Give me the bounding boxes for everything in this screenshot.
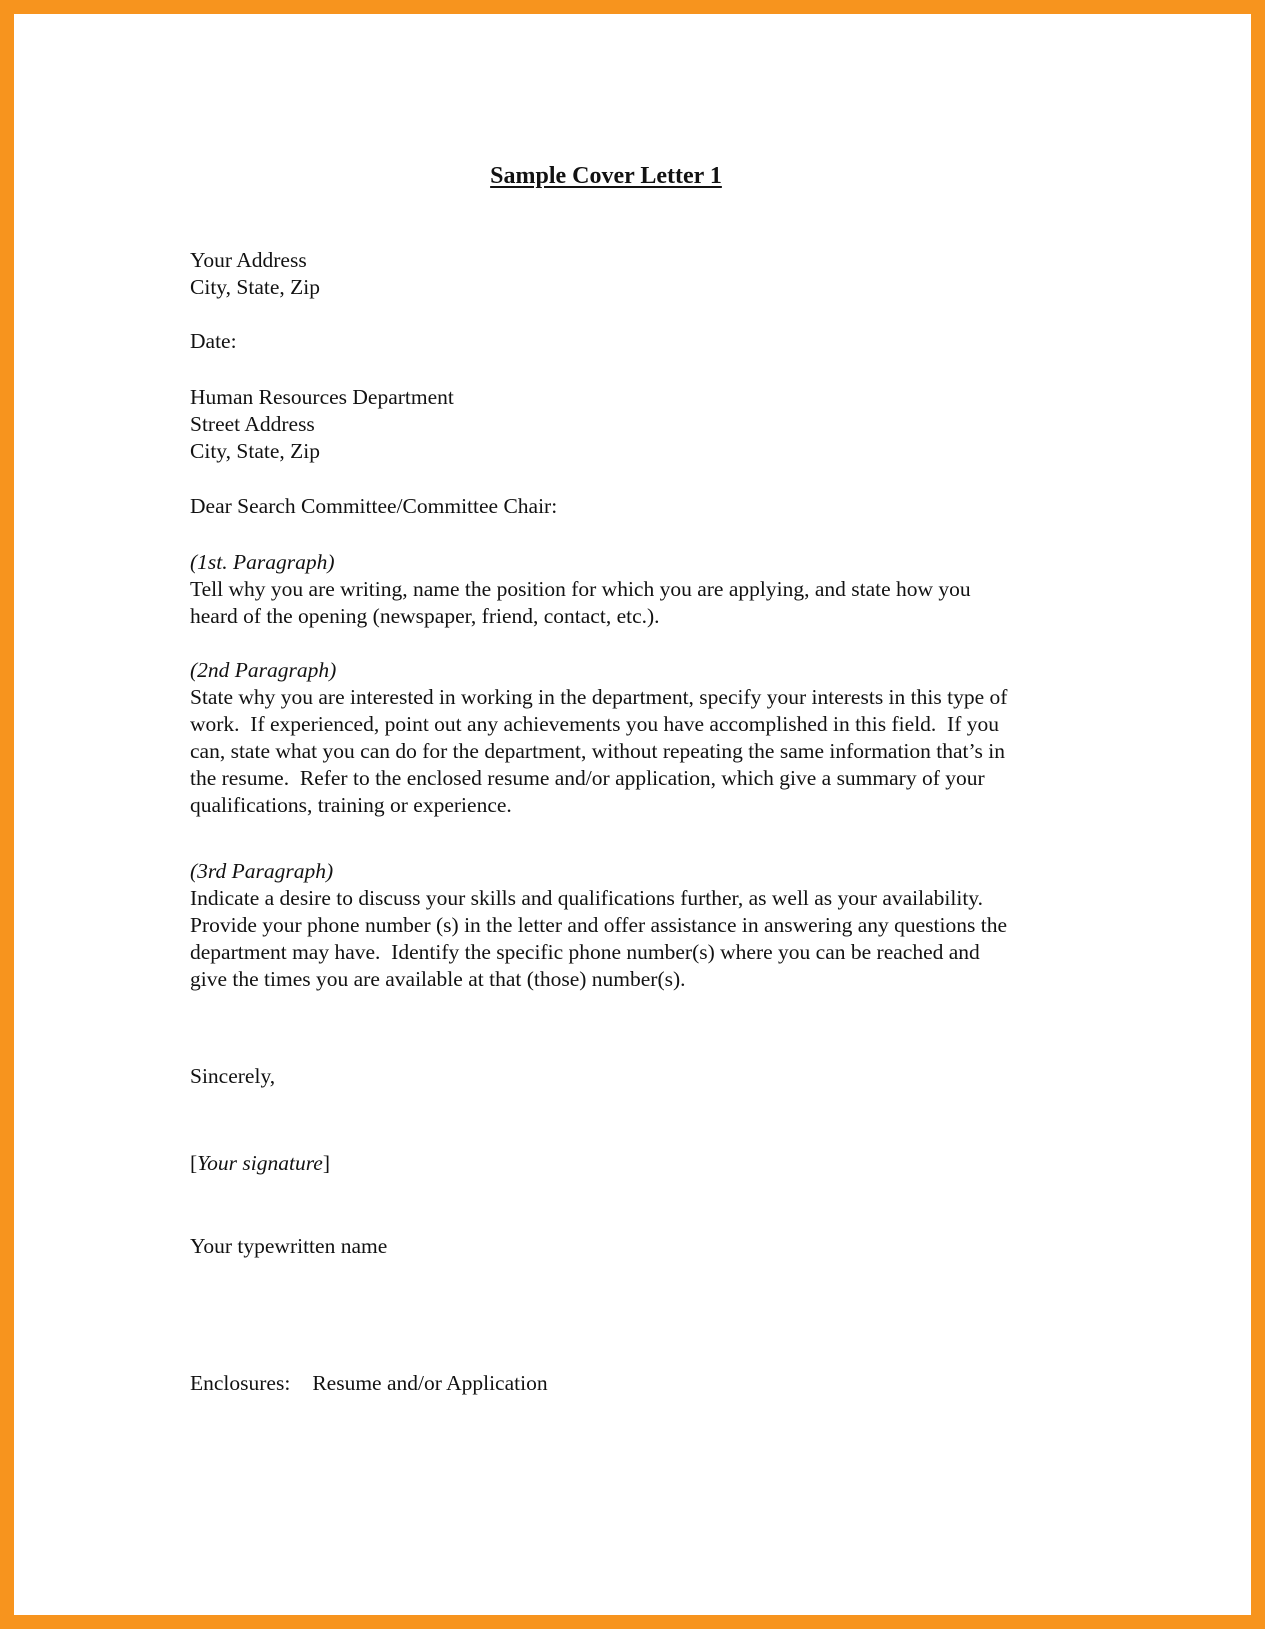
signature-placeholder-text: Your signature bbox=[197, 1151, 323, 1175]
paragraph-1-body: Tell why you are writing, name the position for which you are applying, and state how you heard of the opening (newspaper, friend, contact, etc.). bbox=[190, 577, 977, 628]
paragraph-1-heading: (1st. Paragraph) bbox=[190, 550, 335, 574]
salutation: Dear Search Committee/Committee Chair: bbox=[190, 494, 558, 518]
enclosures-line bbox=[190, 1370, 1022, 1397]
paragraph-3 bbox=[190, 858, 1022, 993]
sender-address-line-1: Your Address bbox=[190, 248, 307, 272]
recipient-address-block bbox=[190, 384, 1022, 465]
closing: Sincerely, bbox=[190, 1064, 276, 1088]
paragraph-3-heading: (3rd Paragraph) bbox=[190, 859, 334, 883]
paragraph-2-body: State why you are interested in working in the department, specify your interests in this type of work. If experienced, point out any achievements you have accomplished in this field. If you can, state what you can do for the department, without repeating the same information that’s in the resume. Refer to the enclosed resume and/or application, which give a summary of your qualifications, training or experience. bbox=[190, 685, 1013, 817]
recipient-address-line-3: City, State, Zip bbox=[190, 439, 320, 463]
signature-open-bracket: [ bbox=[190, 1151, 198, 1175]
paragraph-2 bbox=[190, 657, 1022, 819]
document-title: Sample Cover Letter 1 bbox=[490, 163, 722, 189]
paragraph-3-body: Indicate a desire to discuss your skills and qualifications further, as well as your availability. Provide your phone number (s) in the letter and offer assistance in answering any questions the department may have. Identify the specific phone number(s) where you can be reached and give the times you are available at that (those) number(s). bbox=[190, 886, 1013, 991]
typed-name: Your typewritten name bbox=[190, 1234, 388, 1258]
paragraph-1 bbox=[190, 549, 1022, 630]
signature-close-bracket: ] bbox=[322, 1151, 330, 1175]
signature-placeholder bbox=[190, 1150, 1022, 1177]
recipient-address-line-1: Human Resources Department bbox=[190, 385, 454, 409]
recipient-address-line-2: Street Address bbox=[190, 412, 315, 436]
enclosures-value: Resume and/or Application bbox=[312, 1371, 548, 1395]
paragraph-2-heading: (2nd Paragraph) bbox=[190, 658, 337, 682]
sender-address-line-2: City, State, Zip bbox=[190, 275, 320, 299]
cover-letter-document bbox=[190, 162, 1022, 1397]
sender-address-block bbox=[190, 247, 1022, 301]
date-line: Date: bbox=[190, 329, 237, 353]
enclosures-label: Enclosures: bbox=[190, 1371, 291, 1395]
